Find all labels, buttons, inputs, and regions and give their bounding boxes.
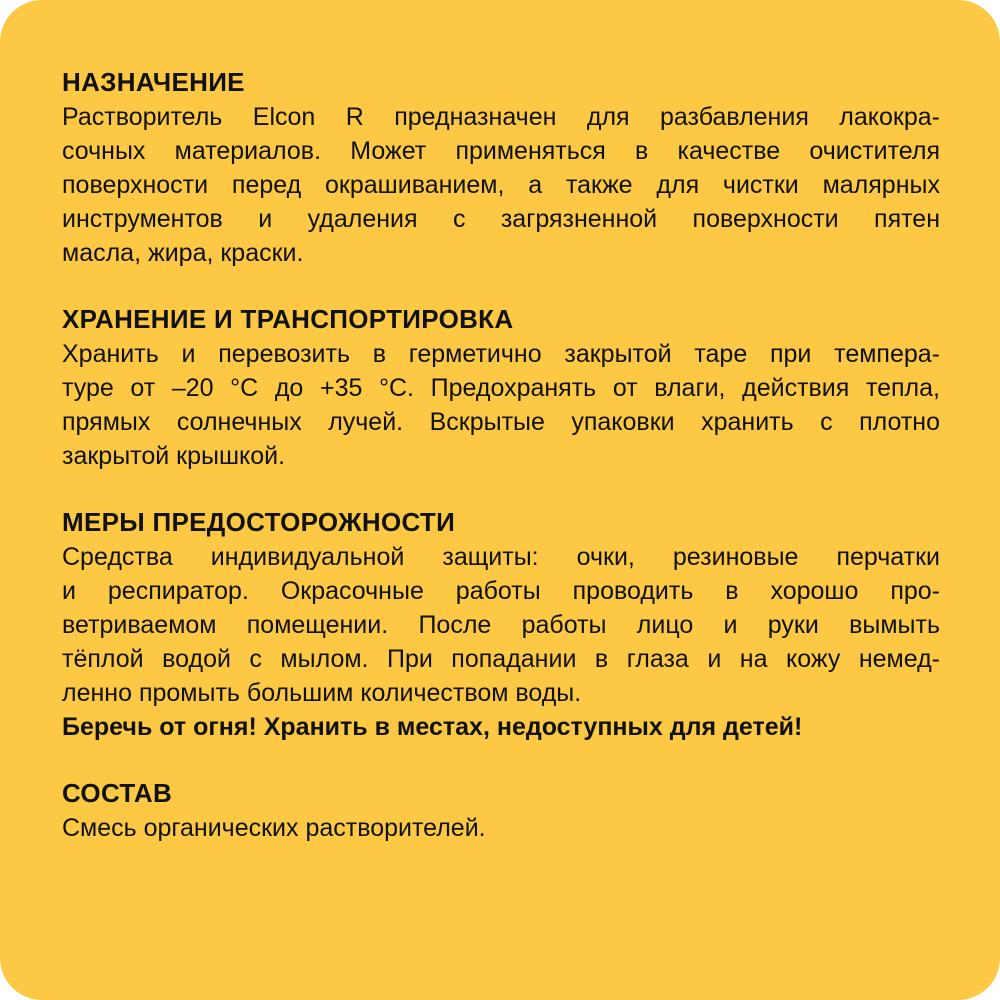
body-line: и респиратор. Окрасочные работы проводить в хорошо про- — [62, 577, 940, 605]
section-body — [62, 337, 940, 473]
section-storage — [62, 301, 940, 473]
section-body — [62, 540, 940, 744]
section-heading: СОСТАВ — [62, 778, 173, 808]
section-heading: НАЗНАЧЕНИЕ — [62, 67, 245, 97]
section-purpose — [62, 64, 940, 270]
body-line: ветриваемом помещении. После работы лицо и руки вымыть — [62, 611, 940, 639]
body-line: Смесь органических растворителей. — [62, 814, 486, 842]
body-line: ленно промыть большим количеством воды. — [62, 679, 582, 707]
body-line: поверхности перед окрашиванием, а также для чистки малярных — [62, 171, 940, 199]
section-heading: ХРАНЕНИЕ И ТРАНСПОРТИРОВКА — [62, 304, 514, 334]
section-heading: МЕРЫ ПРЕДОСТОРОЖНОСТИ — [62, 507, 456, 537]
body-line: Растворитель Elcon R предназначен для разбавления лакокра- — [62, 103, 940, 131]
section-body — [62, 100, 940, 270]
section-precautions — [62, 504, 940, 744]
body-line: прямых солнечных лучей. Вскрытые упаковки хранить с плотно — [62, 408, 940, 436]
section-body — [62, 811, 940, 845]
body-line: Хранить и перевозить в герметично закрытой таре при темпера- — [62, 340, 940, 368]
fire-safety-warning: Беречь от огня! Хранить в местах, недоступных для детей! — [62, 713, 803, 741]
body-line: Средства индивидуальной защиты: очки, резиновые перчатки — [62, 543, 940, 571]
body-line: закрытой крышкой. — [62, 442, 286, 470]
section-composition — [62, 775, 940, 845]
body-line: сочных материалов. Может применяться в качестве очистителя — [62, 137, 940, 165]
body-line: инструментов и удаления с загрязненной поверхности пятен — [62, 205, 940, 233]
body-line: туре от –20 °С до +35 °С. Предохранять от влаги, действия тепла, — [62, 374, 940, 402]
body-line: масла, жира, краски. — [62, 239, 304, 267]
body-line: тёплой водой с мылом. При попадании в глаза и на кожу немед- — [62, 645, 940, 673]
